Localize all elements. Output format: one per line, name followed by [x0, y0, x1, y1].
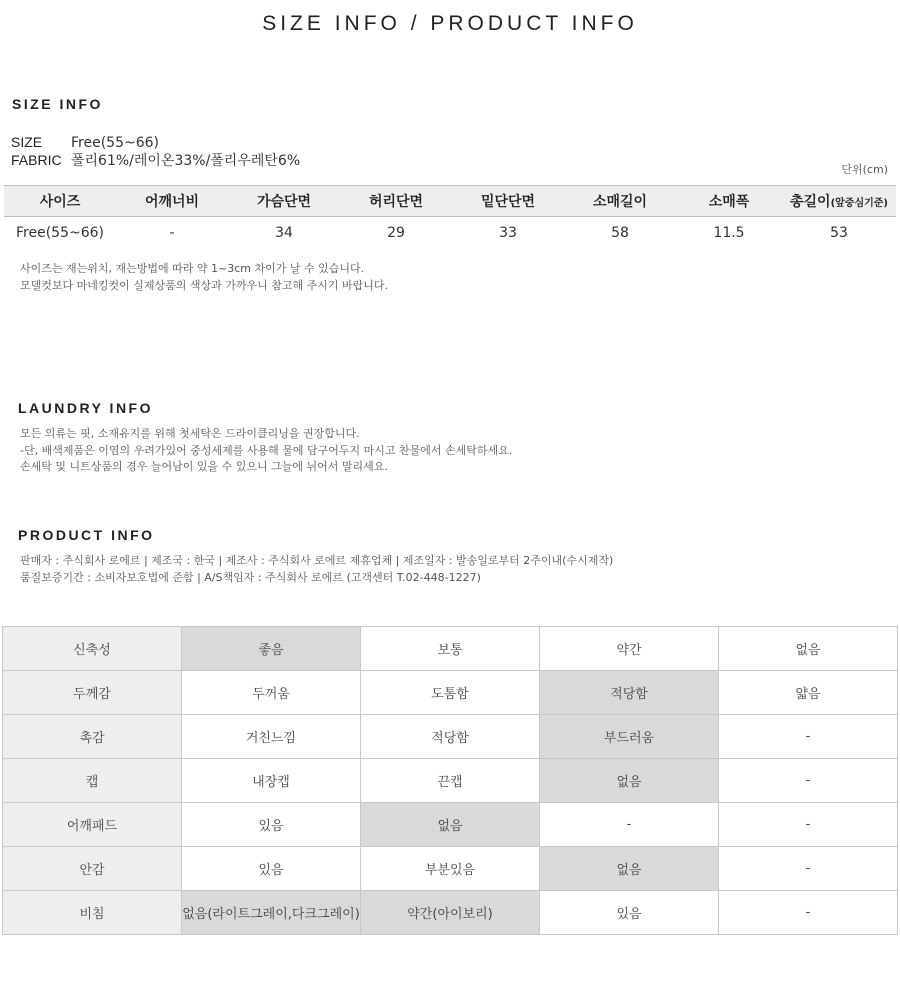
attribute-option: - — [719, 715, 898, 759]
attribute-option: 있음 — [182, 803, 361, 847]
attribute-option: - — [719, 803, 898, 847]
attribute-table — [2, 626, 898, 935]
attribute-option: - — [540, 803, 719, 847]
size-table-header: 소매폭 — [676, 186, 782, 217]
size-table-header-row — [4, 186, 896, 217]
attribute-option-selected: 없음 — [361, 803, 540, 847]
attribute-name: 캡 — [3, 759, 182, 803]
attribute-option: 적당함 — [361, 715, 540, 759]
size-table-header-total-length — [782, 186, 896, 217]
total-length-label: 총길이 — [789, 194, 831, 210]
size-spec — [11, 134, 159, 151]
attribute-row — [3, 891, 898, 935]
size-table-header: 사이즈 — [4, 186, 116, 217]
attribute-option: 얇음 — [719, 671, 898, 715]
attribute-option: - — [719, 847, 898, 891]
fabric-value: 폴리61%/레이온33%/폴리우레탄6% — [71, 153, 301, 169]
attribute-option: 있음 — [540, 891, 719, 935]
attribute-option-selected: 없음 — [540, 847, 719, 891]
attribute-row — [3, 627, 898, 671]
attribute-row — [3, 803, 898, 847]
attribute-option: - — [719, 759, 898, 803]
attribute-option: 거친느낌 — [182, 715, 361, 759]
attribute-name: 두께감 — [3, 671, 182, 715]
fabric-spec — [11, 150, 300, 170]
attribute-row — [3, 847, 898, 891]
total-length-sublabel: (앞중심기준) — [830, 198, 889, 209]
size-value: Free(55~66) — [71, 135, 159, 151]
attribute-row — [3, 715, 898, 759]
size-notes — [20, 261, 388, 294]
size-table-cell: 11.5 — [713, 225, 745, 241]
fabric-label: FABRIC — [11, 152, 62, 168]
attribute-option: 도톰함 — [361, 671, 540, 715]
attribute-option-selected: 부드러움 — [540, 715, 719, 759]
attribute-option: 없음 — [719, 627, 898, 671]
size-table-cell: 29 — [387, 225, 405, 241]
attribute-option-selected: 없음(라이트그레이,다크그레이) — [182, 891, 361, 935]
laundry-note-line: 모든 의류는 핏, 소재유지를 위해 첫세탁은 드라이클리닝을 권장합니다. — [20, 427, 360, 440]
size-note-line: 사이즈는 재는위치, 재는방법에 따라 약 1~3cm 차이가 날 수 있습니다. — [20, 262, 365, 275]
size-table-cell: 53 — [830, 225, 848, 241]
size-table-cell: 34 — [275, 225, 293, 241]
attribute-option: 약간 — [540, 627, 719, 671]
size-table-header: 밑단단면 — [452, 186, 564, 217]
attribute-option: 보통 — [361, 627, 540, 671]
product-notes — [20, 553, 613, 586]
attribute-name: 어깨패드 — [3, 803, 182, 847]
product-note-line: 판매자 : 주식회사 로에르 | 제조국 : 한국 | 제조사 : 주식회사 로에르 제휴업체 | 제조일자 : 발송일로부터 2주이내(수시제작) — [20, 554, 614, 567]
laundry-note-line: -단, 배색제품은 이염의 우려가있어 중성세제를 사용해 물에 담구어두지 마시고 찬물에서 손세탁하세요. — [20, 443, 513, 457]
size-table-cell: - — [169, 225, 175, 241]
size-table-header: 어깨너비 — [116, 186, 228, 217]
attribute-name: 안감 — [3, 847, 182, 891]
size-info-title: SIZE INFO — [12, 96, 103, 112]
attribute-option: 있음 — [182, 847, 361, 891]
attribute-row — [3, 759, 898, 803]
attribute-option-selected: 적당함 — [540, 671, 719, 715]
laundry-info-title: LAUNDRY INFO — [18, 400, 153, 416]
attribute-option-selected: 좋음 — [182, 627, 361, 671]
attribute-option-selected: 없음 — [540, 759, 719, 803]
size-table-cell: Free(55~66) — [16, 225, 104, 241]
size-table-cell: 33 — [499, 225, 517, 241]
attribute-option: 끈캡 — [361, 759, 540, 803]
size-table-header: 가슴단면 — [228, 186, 340, 217]
size-table-header: 소매길이 — [564, 186, 676, 217]
product-note-line: 품질보증기간 : 소비자보호법에 준함 | A/S책임자 : 주식회사 로에르 (고객센터 T.02-448-1227) — [20, 570, 481, 584]
laundry-note-line: 손세탁 및 니트상품의 경우 늘어남이 있을 수 있으니 그늘에 뉘어서 말리세요. — [20, 460, 388, 473]
size-table-row — [4, 217, 896, 250]
attribute-row — [3, 671, 898, 715]
size-table-header: 허리단면 — [340, 186, 452, 217]
attribute-option: - — [719, 891, 898, 935]
page-title: SIZE INFO / PRODUCT INFO — [262, 12, 638, 35]
attribute-option: 부분있음 — [361, 847, 540, 891]
attribute-name: 신축성 — [3, 627, 182, 671]
unit-label: 단위(cm) — [841, 163, 888, 176]
size-table-cell: 58 — [611, 225, 629, 241]
attribute-option: 내장캡 — [182, 759, 361, 803]
attribute-name: 촉감 — [3, 715, 182, 759]
attribute-name: 비침 — [3, 891, 182, 935]
size-note-line: 모델컷보다 마네킹컷이 실제상품의 색상과 가까우니 참고해 주시기 바랍니다. — [20, 278, 389, 292]
size-label: SIZE — [11, 134, 43, 150]
attribute-option-selected: 약간(아이보리) — [361, 891, 540, 935]
product-info-title: PRODUCT INFO — [18, 527, 155, 543]
laundry-notes — [20, 426, 512, 476]
attribute-option: 두꺼움 — [182, 671, 361, 715]
size-table — [4, 185, 896, 249]
